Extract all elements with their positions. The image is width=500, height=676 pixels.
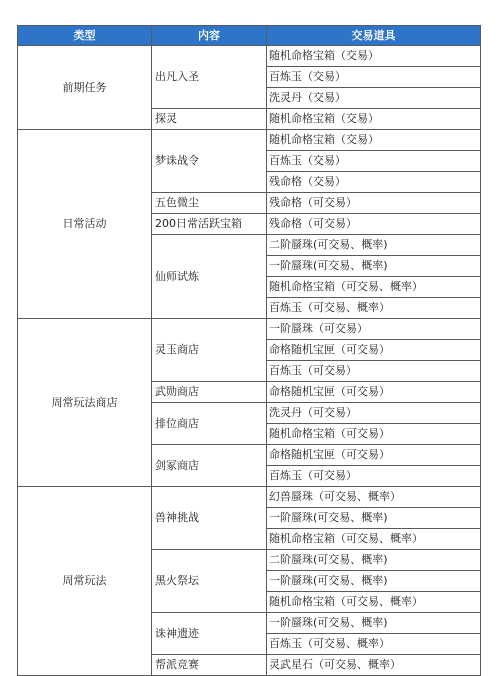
- trade-item-cell: 随机命格宝箱（可交易、概率）: [267, 277, 481, 298]
- trade-item-cell: 命格随机宝匣（可交易）: [267, 445, 481, 466]
- trade-item-cell: 二阶蜃珠(可交易、概率): [267, 235, 481, 256]
- category-cell: 日常活动: [18, 130, 152, 319]
- trade-item-cell: 二阶蜃珠(可交易、概率): [267, 550, 481, 571]
- trade-item-cell: 残命格（交易）: [267, 172, 481, 193]
- trade-item-cell: 一阶蜃珠(可交易、概率): [267, 508, 481, 529]
- trade-item-cell: 命格随机宝匣（可交易）: [267, 382, 481, 403]
- activity-cell: 出凡入圣: [152, 46, 267, 109]
- trade-items-table: [17, 25, 481, 676]
- trade-item-cell: 百炼玉（可交易）: [267, 361, 481, 382]
- trade-item-cell: 随机命格宝箱（交易）: [267, 46, 481, 67]
- table-row: [18, 319, 481, 340]
- header-type: 类型: [18, 26, 152, 46]
- category-cell: 周常玩法: [18, 487, 152, 676]
- activity-cell: 剑冢商店: [152, 445, 267, 487]
- activity-cell: 灵玉商店: [152, 319, 267, 382]
- table-body: [18, 46, 481, 676]
- activity-cell: 五色微尘: [152, 193, 267, 214]
- trade-item-cell: 百炼玉（可交易、概率）: [267, 298, 481, 319]
- trade-item-cell: 百炼玉（交易）: [267, 151, 481, 172]
- table-row: [18, 487, 481, 508]
- activity-cell: 探灵: [152, 109, 267, 130]
- trade-item-cell: 命格随机宝匣（可交易）: [267, 340, 481, 361]
- trade-item-cell: 随机命格宝箱（交易）: [267, 109, 481, 130]
- trade-item-cell: 残命格（可交易）: [267, 214, 481, 235]
- trade-item-cell: 灵武星石（可交易、概率）: [267, 655, 481, 676]
- activity-cell: 仙师试炼: [152, 235, 267, 319]
- table-row: [18, 130, 481, 151]
- header-content: 内容: [152, 26, 267, 46]
- trade-item-cell: 一阶蜃珠（可交易）: [267, 319, 481, 340]
- trade-item-cell: 百炼玉（可交易）: [267, 466, 481, 487]
- trade-item-cell: 洗灵丹（可交易）: [267, 403, 481, 424]
- header-items: 交易道具: [267, 26, 481, 46]
- trade-item-cell: 一阶蜃珠(可交易、概率): [267, 256, 481, 277]
- activity-cell: 黑火祭坛: [152, 550, 267, 613]
- activity-cell: 梦诛战令: [152, 130, 267, 193]
- category-cell: 前期任务: [18, 46, 152, 130]
- trade-item-cell: 随机命格宝箱（可交易）: [267, 424, 481, 445]
- category-cell: 周常玩法商店: [18, 319, 152, 487]
- trade-item-cell: 一阶蜃珠(可交易、概率): [267, 613, 481, 634]
- trade-item-cell: 一阶蜃珠(可交易、概率): [267, 571, 481, 592]
- header-row: [18, 26, 481, 46]
- trade-item-cell: 随机命格宝箱（可交易、概率）: [267, 592, 481, 613]
- activity-cell: 帮派竞赛: [152, 655, 267, 676]
- activity-cell: 武勋商店: [152, 382, 267, 403]
- trade-item-cell: 洗灵丹（交易）: [267, 88, 481, 109]
- trade-item-cell: 残命格（可交易）: [267, 193, 481, 214]
- trade-item-cell: 百炼玉（可交易、概率）: [267, 634, 481, 655]
- activity-cell: 诛神遗迹: [152, 613, 267, 655]
- trade-item-cell: 随机命格宝箱（可交易、概率）: [267, 529, 481, 550]
- activity-cell: 排位商店: [152, 403, 267, 445]
- activity-cell: 200日常活跃宝箱: [152, 214, 267, 235]
- trade-item-cell: 幻兽蜃珠（可交易、概率）: [267, 487, 481, 508]
- table-row: [18, 46, 481, 67]
- trade-item-cell: 随机命格宝箱（交易）: [267, 130, 481, 151]
- activity-cell: 兽神挑战: [152, 487, 267, 550]
- trade-item-cell: 百炼玉（交易）: [267, 67, 481, 88]
